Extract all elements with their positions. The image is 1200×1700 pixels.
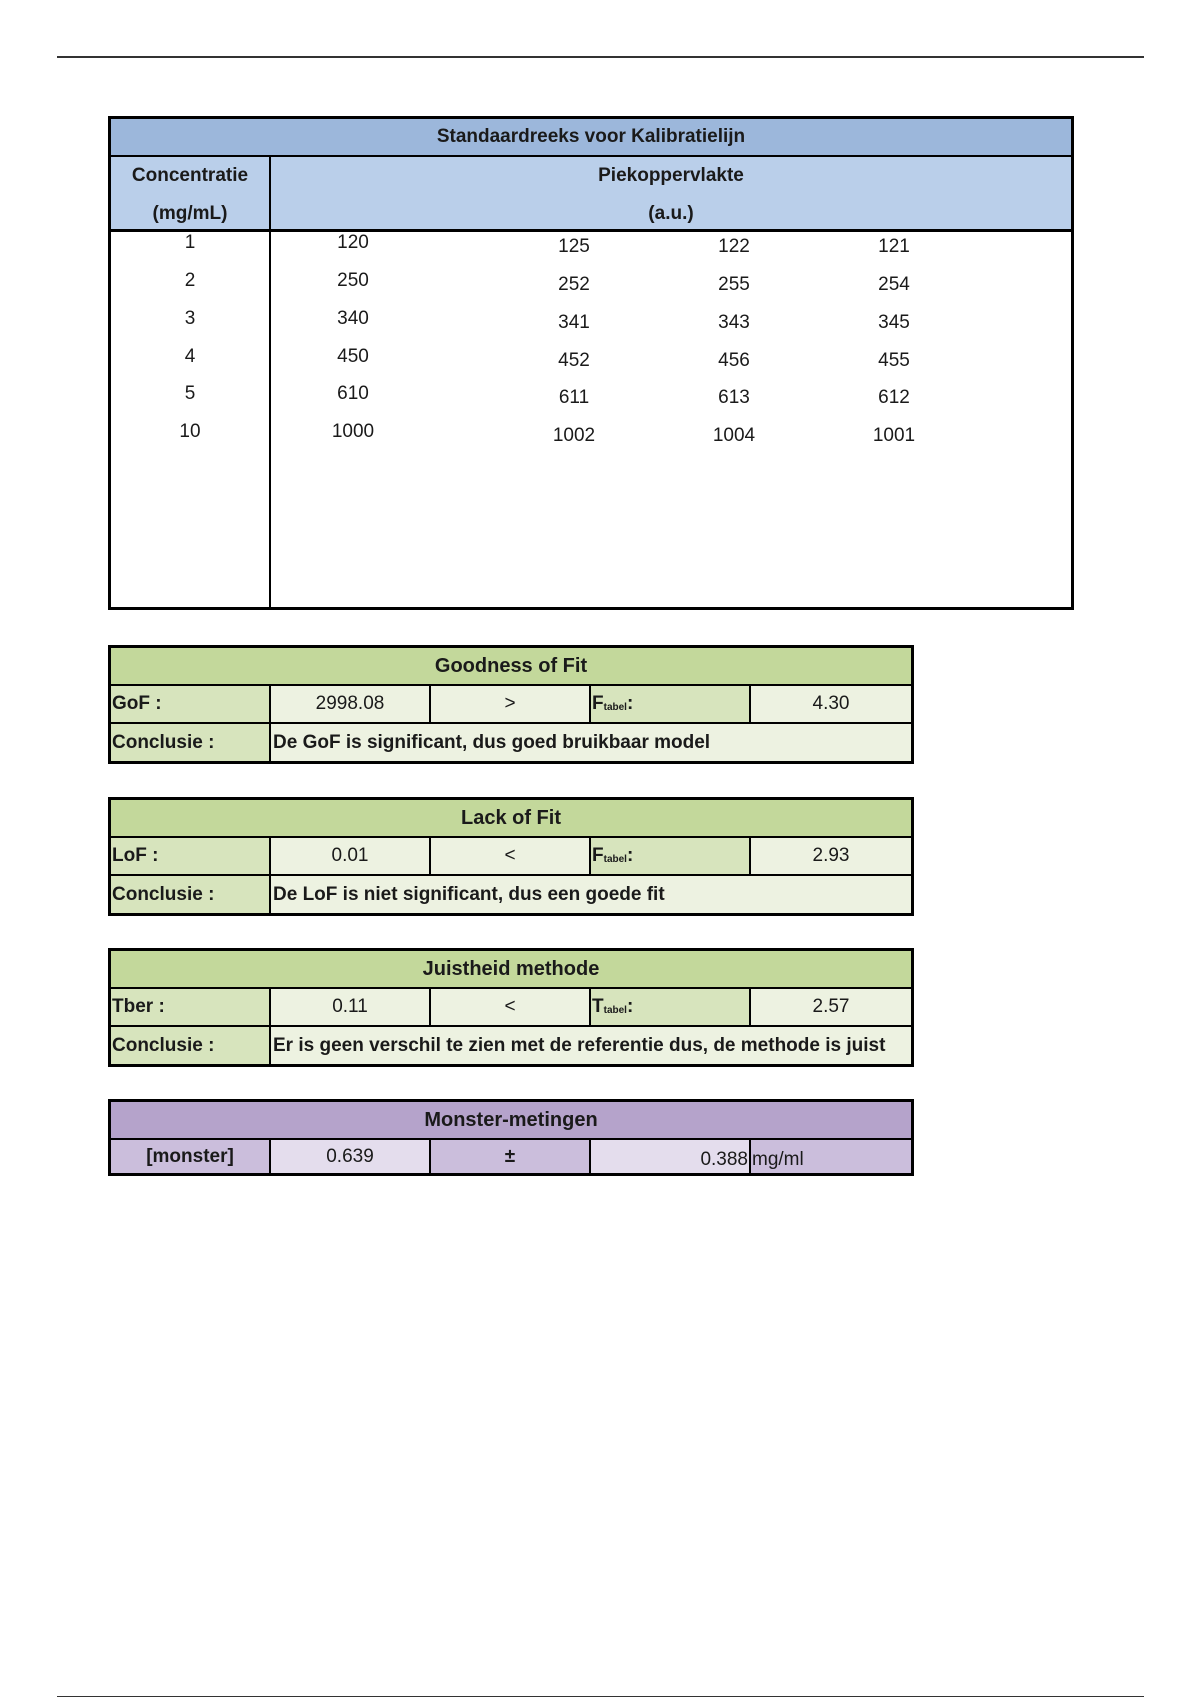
peak-area-header [271,157,1071,233]
gof-label: GoF : [111,686,271,722]
table-row [111,383,1071,421]
plus-minus-sign: ± [431,1140,591,1173]
monster-label: [monster] [111,1140,271,1173]
f-tabel-value: 4.30 [751,686,911,722]
gof-conclusion-row [111,724,911,761]
concentration-cell: 5 [184,383,196,404]
peak-cell: 120 [337,232,369,253]
peak-cell: 1004 [712,425,756,446]
juistheid-conclusion: Er is geen verschil te zien met de referentie dus, de methode is juist [271,1027,911,1064]
label-colon: : [626,996,634,1017]
peak-cell: 610 [337,383,369,404]
peak-cell: 343 [718,312,750,333]
tabel-subscript: tabel [603,701,627,713]
monster-value: 0.639 [271,1140,431,1173]
concentration-cell: 4 [184,346,196,367]
label-colon: : [626,845,634,866]
f-tabel-label [591,686,751,722]
peak-cell: 450 [337,346,369,367]
peak-cell: 121 [878,236,910,257]
table-row [111,421,1071,459]
peak-cell: 613 [718,387,750,408]
f-tabel-value: 2.93 [751,838,911,874]
concentration-cell: 1 [184,232,196,253]
table-row [111,308,1071,346]
juistheid-row [111,989,911,1027]
f-tabel-label [591,838,751,874]
lof-conclusion-row [111,876,911,913]
peak-cell: 122 [718,236,750,257]
peak-cell: 341 [558,312,590,333]
calibration-header [111,157,1071,232]
gof-value: 2998.08 [271,686,431,722]
peak-cell: 125 [558,236,590,257]
goodness-of-fit-box [108,645,914,764]
table-row [111,346,1071,384]
peak-cell: 1000 [331,421,375,442]
concentration-cell: 2 [184,270,196,291]
lof-title: Lack of Fit [111,800,911,838]
lack-of-fit-box [108,797,914,916]
conclusion-label: Conclusie : [111,1027,271,1064]
concentration-header-unit: (mg/mL) [152,203,228,224]
monster-metingen-box [108,1099,914,1176]
lof-row [111,838,911,876]
peak-area-header-unit: (a.u.) [648,203,694,224]
lof-label: LoF : [111,838,271,874]
gof-conclusion: De GoF is significant, dus goed bruikbaar model [271,724,911,761]
monster-row [111,1140,911,1173]
peak-cell: 252 [558,274,590,295]
t-tabel-value: 2.57 [751,989,911,1025]
label-colon: : [626,693,634,714]
tabel-subscript: tabel [603,1004,627,1016]
conclusion-label: Conclusie : [111,724,271,761]
calibration-title: Standaardreeks voor Kalibratielijn [111,119,1071,157]
bottom-rule [57,1696,1144,1697]
concentration-cell: 10 [179,421,201,442]
juistheid-methode-box [108,948,914,1067]
lof-conclusion: De LoF is niet significant, dus een goede fit [271,876,911,913]
gof-operator: > [431,686,591,722]
peak-cell: 612 [878,387,910,408]
t-letter: T [592,996,604,1017]
f-letter: F [592,693,604,714]
juistheid-operator: < [431,989,591,1025]
monster-uncertainty: 0.388 [591,1140,751,1173]
gof-title: Goodness of Fit [111,648,911,686]
concentration-header-label: Concentratie [131,165,249,186]
juistheid-conclusion-row [111,1027,911,1064]
calibration-table [108,116,1074,610]
f-letter: F [592,845,604,866]
tabel-subscript: tabel [603,853,627,865]
peak-cell: 452 [558,350,590,371]
table-row [111,232,1071,270]
tber-label: Tber : [111,989,271,1025]
peak-cell: 1002 [552,425,596,446]
monster-title: Monster-metingen [111,1102,911,1140]
table-row [111,270,1071,308]
peak-area-header-label: Piekoppervlakte [598,165,744,186]
juistheid-title: Juistheid methode [111,951,911,989]
lof-operator: < [431,838,591,874]
peak-cell: 1001 [872,425,916,446]
concentration-header [111,157,269,233]
peak-cell: 456 [718,350,750,371]
conclusion-label: Conclusie : [111,876,271,913]
peak-cell: 340 [337,308,369,329]
peak-cell: 255 [718,274,750,295]
monster-unit: mg/ml [751,1140,911,1173]
gof-row [111,686,911,724]
top-rule [57,56,1144,58]
peak-cell: 455 [878,350,910,371]
peak-cell: 611 [558,387,590,408]
concentration-cell: 3 [184,308,196,329]
t-tabel-label [591,989,751,1025]
tber-value: 0.11 [271,989,431,1025]
peak-cell: 345 [878,312,910,333]
peak-cell: 254 [878,274,910,295]
peak-cell: 250 [337,270,369,291]
lof-value: 0.01 [271,838,431,874]
